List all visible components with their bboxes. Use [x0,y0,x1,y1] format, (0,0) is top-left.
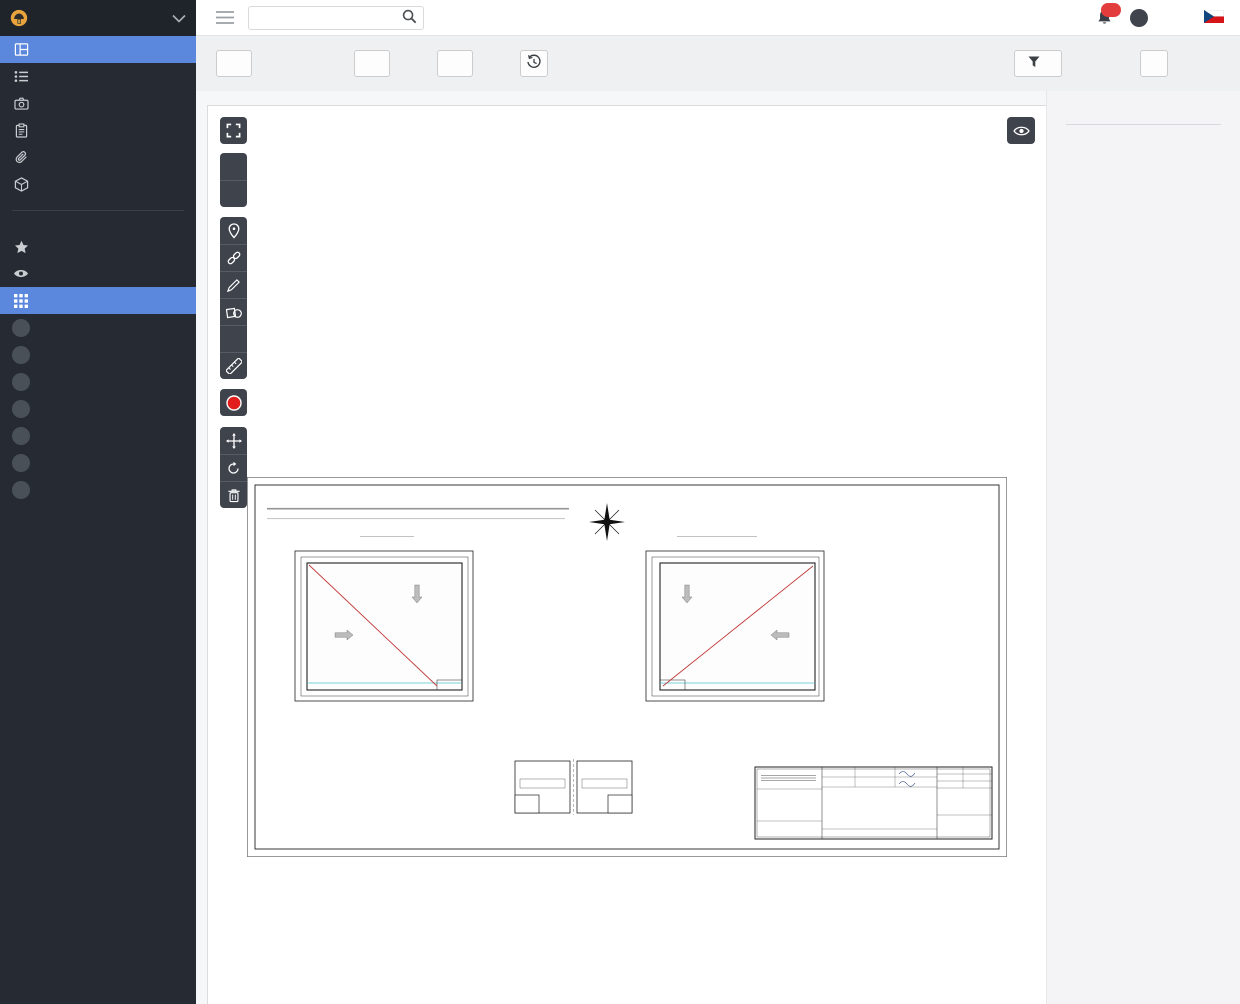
toggle-visibility-button[interactable] [1007,117,1035,144]
sidebar-item-moje-ukoly[interactable] [0,233,196,260]
pin-tool-button[interactable] [220,217,247,244]
tasks-section-title [0,217,196,233]
sidebar-category-slaboproud[interactable] [0,341,196,368]
sidebar-category-podlahy[interactable] [0,314,196,341]
project-switcher[interactable] [0,0,196,36]
clipboard-icon [12,123,30,138]
cube-icon [12,177,30,192]
delete-tool-button[interactable] [220,481,247,508]
notification-count-badge [1101,3,1121,17]
plan-toolbar [196,36,1240,92]
rotate-tool-button[interactable] [220,454,247,481]
sidebar-item-fotografie[interactable] [0,90,196,117]
link-tool-button[interactable] [220,244,247,271]
actions-dropdown-button[interactable] [437,50,473,77]
sidebar [0,0,196,1004]
sidebar-category-sadrokarton[interactable] [0,368,196,395]
category-badge [12,373,30,391]
task-panel [1046,91,1240,1004]
sidebar-item-vsechny-ukoly[interactable] [0,287,196,314]
zoom-out-button[interactable] [220,180,247,207]
help-icon[interactable] [1130,9,1148,27]
sidebar-new-category[interactable] [0,503,196,530]
language-flag-icon[interactable] [1204,10,1224,26]
sidebar-category-zabezpeceni[interactable] [0,476,196,503]
history-button[interactable] [520,50,548,77]
draw-tool-button[interactable] [220,271,247,298]
text-tool-button[interactable] [220,325,247,352]
sidebar-item-formulare[interactable] [0,117,196,144]
fullscreen-button[interactable] [220,117,247,144]
right-plan [646,551,824,701]
zoom-controls [220,153,247,207]
search-box [248,6,424,30]
sidebar-item-sledovane-ukoly[interactable] [0,260,196,287]
sidebar-category-vzt[interactable] [0,449,196,476]
filter-icon [1028,56,1040,71]
sidebar-item-ukoly[interactable] [0,63,196,90]
version-control-button[interactable] [1140,50,1168,77]
category-badge [12,319,30,337]
grid-dots-icon [12,294,30,308]
search-input[interactable] [259,9,402,26]
chevron-down-icon [172,11,186,26]
task-list-icon [12,70,30,83]
topbar [196,0,1240,36]
transform-tools [220,427,247,508]
history-icon [526,54,542,73]
zoom-in-button[interactable] [220,153,247,180]
main-nav [0,36,196,198]
notifications-button[interactable] [1096,9,1113,26]
filter-tasks-button[interactable] [1014,50,1062,77]
annotation-tools [220,217,247,379]
sidebar-divider [12,210,184,211]
project-logo-icon [10,7,28,29]
plans-icon [12,42,30,57]
sidebar-category-terenni-prace[interactable] [0,395,196,422]
plan-viewer [196,91,1046,1004]
move-tool-button[interactable] [220,427,247,454]
blueprint-drawing[interactable] [247,477,1007,857]
left-plan [295,551,473,701]
measure-tool-button[interactable] [220,352,247,379]
menu-toggle-button[interactable] [216,11,234,24]
current-plan-button[interactable] [354,50,390,77]
sidebar-item-plany[interactable] [0,36,196,63]
category-badge [12,400,30,418]
task-panel-title [1047,91,1240,112]
record-button[interactable] [220,389,247,416]
sidebar-item-3d-modely[interactable] [0,171,196,198]
category-badge [12,427,30,445]
sidebar-item-soubory[interactable] [0,144,196,171]
all-plans-button[interactable] [216,50,252,77]
camera-icon [12,97,30,110]
category-badge [12,454,30,472]
shapes-tool-button[interactable] [220,298,247,325]
topbar-right [1096,9,1240,27]
task-panel-divider [1066,124,1221,125]
sidebar-category-voda[interactable] [0,422,196,449]
eye-icon [12,268,30,279]
paperclip-icon [12,150,30,165]
search-icon[interactable] [402,9,417,27]
category-badge [12,481,30,499]
star-icon [12,240,30,254]
category-badge [12,346,30,364]
